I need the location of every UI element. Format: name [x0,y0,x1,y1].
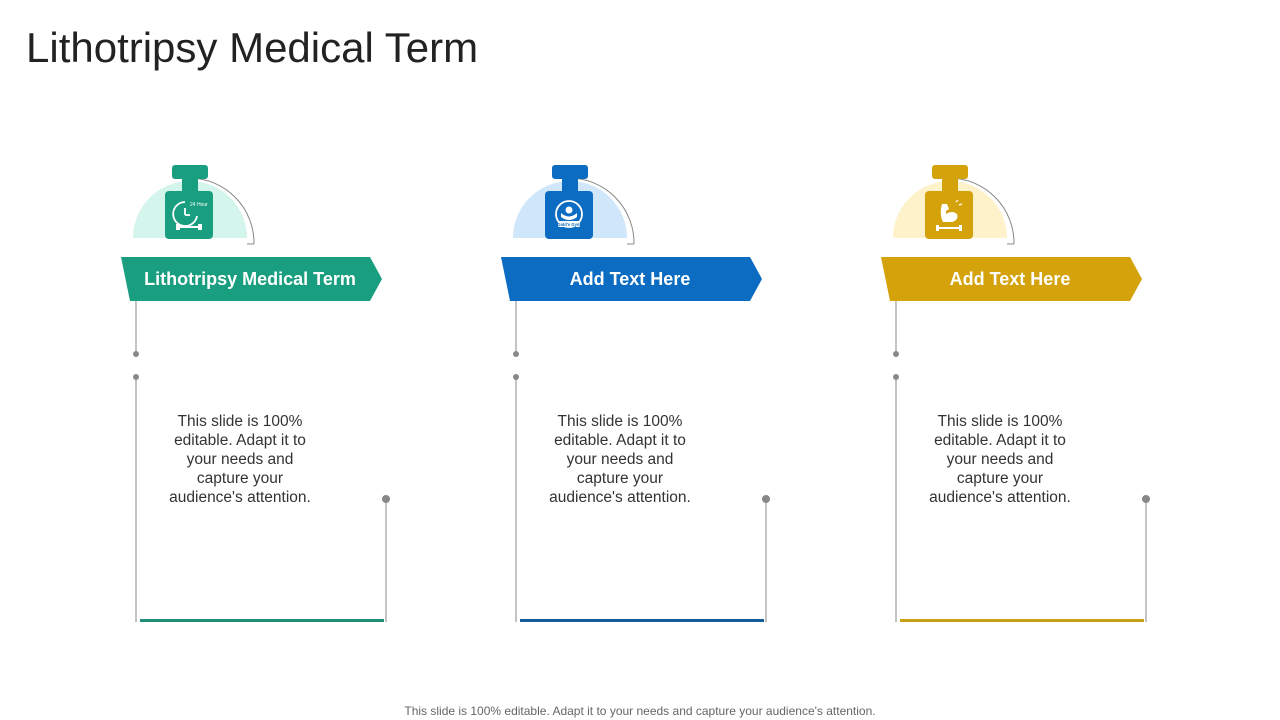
card-icon-box [545,191,593,239]
card-frame [880,160,1150,630]
card-description: This slide is 100% editable. Adapt it to your needs and capture your audience's attention. [549,413,691,506]
gym-badge-icon [552,198,586,232]
card-description: This slide is 100% editable. Adapt it to your needs and capture your audience's attention. [169,413,311,506]
card-icon-box [165,191,213,239]
step-card-2 [500,160,770,630]
card-banner-label: Add Text Here [949,268,1071,289]
connector-dot [133,351,139,357]
connector-dot [893,351,899,357]
step-card-3 [880,160,1150,630]
muscle-arm-icon [932,198,966,232]
card-icon-box [925,191,973,239]
slide-footer: This slide is 100% editable. Adapt it to your needs and capture your audience's attention. [404,704,876,718]
card-frame [500,160,770,630]
card-banner-label: Add Text Here [569,268,691,289]
svg-text:24 Hour: 24 Hour [190,202,208,208]
bottom-bar [900,619,1144,622]
slide-title: Lithotripsy Medical Term [26,24,479,71]
step-card-1 [120,160,390,630]
card-frame [120,160,390,630]
bottom-bar [140,619,384,622]
bottom-bar [520,619,764,622]
card-banner-label: Lithotripsy Medical Term [144,268,356,289]
connector-dot [513,351,519,357]
24-hour-fitness-icon [172,198,206,232]
card-description: This slide is 100% editable. Adapt it to your needs and capture your audience's attention. [929,413,1071,506]
svg-text:Gold's Gym: Gold's Gym [557,221,581,227]
